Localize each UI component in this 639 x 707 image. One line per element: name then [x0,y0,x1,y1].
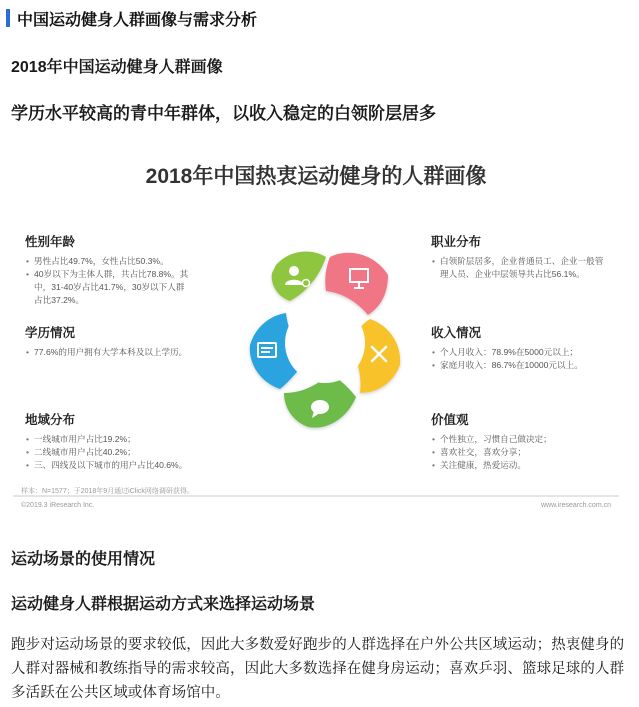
block-title: 收入情况 [431,326,482,340]
block-title: 学历情况 [25,326,76,340]
copyright-text: ©2019.3 iResearch Inc. [21,502,95,509]
info-block-gender-age [25,232,190,307]
heading-scene-choice: 运动健身人群根据运动方式来选择运动场景 [11,596,316,613]
petal-green [272,251,326,301]
section-title: 中国运动健身人群画像与需求分析 [17,11,258,29]
info-block-education [25,323,190,359]
info-block-income [431,323,616,372]
body-paragraph: 跑步对运动场景的要求较低，因此大多数爱好跑步的人群选择在户外公共区域运动；热衷健身的人群对器械和教练指导的需求较高，因此大多数选择在健身房运动；喜欢乒羽、篮球足球的人群多活跃在公共区域或体育场馆中。 [11,637,625,701]
block-item: • 喜欢社交，喜欢分享； [431,446,609,459]
block-item: • 男性占比49.7%，女性占比50.3%。 [25,255,190,268]
sample-note: 样本：N=1577；于2018年9月通过iClick网络调研获得。 [21,488,194,495]
block-item: • 77.6%的用户拥有大学本科及以上学历。 [25,346,190,359]
block-item: • 二线城市用户占比40.2%； [25,446,210,459]
block-title: 地域分布 [25,413,76,427]
info-block-region [25,410,210,472]
info-block-occupation [431,232,609,281]
section-accent-bar [6,9,10,27]
heading-portrait: 2018年中国运动健身人群画像 [11,59,223,76]
petal-graphic [228,235,418,445]
block-item: • 白领阶层居多，企业普通员工、企业一般管理人员、企业中层领导共占比56.1%。 [431,255,609,281]
block-title: 价值观 [431,413,469,427]
block-item: • 家庭月收入：86.7%在10000元以上。 [431,359,616,372]
block-item: • 一线城市用户占比19.2%； [25,433,210,446]
block-item: • 关注健康，热爱运动。 [431,459,609,472]
block-item: • 40岁以下为主体人群，共占比78.8%。其中，31-40岁占比41.7%，30岁以下人群占比37.2%。 [25,268,190,307]
block-item: • 个人月收入：78.9%在5000元以上； [431,346,616,359]
info-block-values [431,410,609,472]
block-item: • 三、四线及以下城市的用户占比40.6%。 [25,459,210,472]
block-item: • 个性独立，习惯自己做决定； [431,433,609,446]
footer-divider [13,495,619,497]
infographic-title: 2018年中国热衷运动健身的人群画像 [145,165,487,188]
block-title: 职业分布 [431,235,482,249]
block-title: 性别年龄 [25,235,76,249]
heading-scenes: 运动场景的使用情况 [11,551,156,568]
website-text: www.iresearch.com.cn [540,502,611,509]
heading-summary: 学历水平较高的青中年群体，以收入稳定的白领阶层居多 [11,104,436,123]
section-header [6,8,257,28]
infographic-image [13,140,619,516]
